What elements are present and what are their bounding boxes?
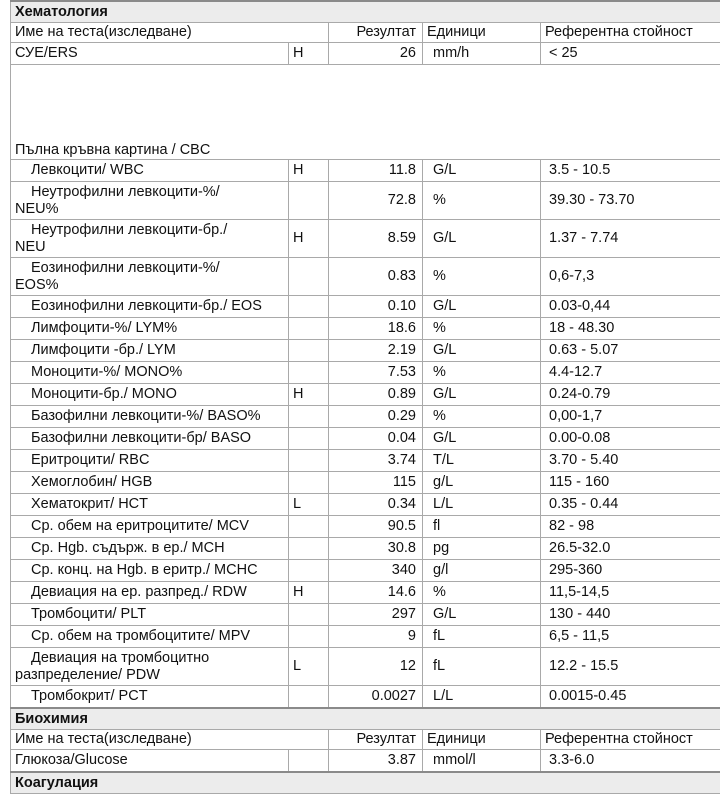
result-value: 90.5 xyxy=(329,516,423,538)
reference-value: 115 - 160 xyxy=(541,472,720,494)
reference-value: 39.30 - 73.70 xyxy=(541,182,720,220)
table-row xyxy=(11,160,720,182)
flag-value xyxy=(289,362,329,384)
test-name: Хематокрит/ HCT xyxy=(11,494,289,516)
test-name-line2: NEU xyxy=(15,238,46,255)
reference-value: 0,00-1,7 xyxy=(541,406,720,428)
unit-value: G/L xyxy=(423,604,541,626)
flag-value xyxy=(289,450,329,472)
table-row xyxy=(11,450,720,472)
header-result: Резултат xyxy=(329,730,423,750)
table-row xyxy=(11,750,720,773)
flag-value xyxy=(289,296,329,318)
unit-value: G/L xyxy=(423,340,541,362)
section-title: Биохимия xyxy=(11,708,720,730)
table-row xyxy=(11,220,720,258)
result-value: 7.53 xyxy=(329,362,423,384)
reference-value: 0.0015-0.45 xyxy=(541,686,720,709)
header-name: Име на теста(изследване) xyxy=(11,23,329,43)
flag-value: L xyxy=(289,494,329,516)
unit-value: T/L xyxy=(423,450,541,472)
unit-value: g/l xyxy=(423,560,541,582)
test-name: Ср. обем на еритроцитите/ MCV xyxy=(11,516,289,538)
unit-value: G/L xyxy=(423,220,541,258)
test-name xyxy=(11,258,289,296)
reference-value: 0.35 - 0.44 xyxy=(541,494,720,516)
flag-value xyxy=(289,258,329,296)
unit-value: G/L xyxy=(423,384,541,406)
unit-value: fl xyxy=(423,516,541,538)
cbc-group-title: Пълна кръвна картина / CBC xyxy=(11,139,720,160)
test-name: Девиация на ер. разпред./ RDW xyxy=(11,582,289,604)
test-name-line1: Девиация на тромбоцитно xyxy=(31,649,210,666)
result-value: 340 xyxy=(329,560,423,582)
test-name-line2: NEU% xyxy=(15,200,59,217)
test-name: Ср. Hgb. съдърж. в ер./ MCH xyxy=(11,538,289,560)
reference-value: 0.63 - 5.07 xyxy=(541,340,720,362)
reference-value: 4.4-12.7 xyxy=(541,362,720,384)
spacer-row xyxy=(11,65,720,140)
test-name-line1: Неутрофилни левкоцити-%/ xyxy=(31,183,220,200)
unit-value: % xyxy=(423,258,541,296)
result-value: 3.74 xyxy=(329,450,423,472)
unit-value: % xyxy=(423,362,541,384)
unit-value: L/L xyxy=(423,686,541,709)
result-value: 72.8 xyxy=(329,182,423,220)
result-value: 12 xyxy=(329,648,423,686)
result-value: 11.8 xyxy=(329,160,423,182)
test-name: СУЕ/ERS xyxy=(11,43,289,65)
table-row xyxy=(11,340,720,362)
header-name: Име на теста(изследване) xyxy=(11,730,329,750)
result-value: 0.0027 xyxy=(329,686,423,709)
header-units: Единици xyxy=(423,23,541,43)
unit-value: % xyxy=(423,318,541,340)
section-biochemistry xyxy=(11,708,720,730)
table-row xyxy=(11,428,720,450)
test-name: Левкоцити/ WBC xyxy=(11,160,289,182)
test-name-line2: EOS% xyxy=(15,276,59,293)
reference-value: 12.2 - 15.5 xyxy=(541,648,720,686)
reference-value: < 25 xyxy=(541,43,720,65)
flag-value xyxy=(289,472,329,494)
test-name: Тромбокрит/ PCT xyxy=(11,686,289,709)
test-name: Базофилни левкоцити-%/ BASO% xyxy=(11,406,289,428)
reference-value: 130 - 440 xyxy=(541,604,720,626)
flag-value xyxy=(289,182,329,220)
flag-value: H xyxy=(289,160,329,182)
table-header xyxy=(11,730,720,750)
result-value: 8.59 xyxy=(329,220,423,258)
lab-results-table xyxy=(10,0,720,794)
flag-value: H xyxy=(289,582,329,604)
table-row xyxy=(11,560,720,582)
reference-value: 3.70 - 5.40 xyxy=(541,450,720,472)
reference-value: 18 - 48.30 xyxy=(541,318,720,340)
flag-value xyxy=(289,750,329,773)
table-row xyxy=(11,686,720,709)
test-name: Моноцити-%/ MONO% xyxy=(11,362,289,384)
result-value: 0.89 xyxy=(329,384,423,406)
test-name: Лимфоцити-%/ LYM% xyxy=(11,318,289,340)
flag-value xyxy=(289,538,329,560)
reference-value: 0.00-0.08 xyxy=(541,428,720,450)
test-name: Тромбоцити/ PLT xyxy=(11,604,289,626)
unit-value: % xyxy=(423,582,541,604)
result-value: 26 xyxy=(329,43,423,65)
result-value: 18.6 xyxy=(329,318,423,340)
reference-value: 6,5 - 11,5 xyxy=(541,626,720,648)
flag-value xyxy=(289,604,329,626)
unit-value: g/L xyxy=(423,472,541,494)
flag-value xyxy=(289,686,329,709)
test-name-line1: Еозинофилни левкоцити-%/ xyxy=(31,259,220,276)
test-name: Моноцити-бр./ MONO xyxy=(11,384,289,406)
result-value: 3.87 xyxy=(329,750,423,773)
result-value: 297 xyxy=(329,604,423,626)
flag-value xyxy=(289,560,329,582)
result-value: 9 xyxy=(329,626,423,648)
table-row xyxy=(11,362,720,384)
reference-value: 26.5-32.0 xyxy=(541,538,720,560)
unit-value: fL xyxy=(423,648,541,686)
table-row xyxy=(11,258,720,296)
cbc-group-row xyxy=(11,139,720,160)
result-value: 0.34 xyxy=(329,494,423,516)
flag-value xyxy=(289,318,329,340)
unit-value: mmol/l xyxy=(423,750,541,773)
flag-value: L xyxy=(289,648,329,686)
flag-value: H xyxy=(289,384,329,406)
section-title: Хематология xyxy=(11,1,720,23)
reference-value: 0.24-0.79 xyxy=(541,384,720,406)
test-name-line2: разпределение/ PDW xyxy=(15,666,160,683)
result-value: 30.8 xyxy=(329,538,423,560)
test-name: Лимфоцити -бр./ LYM xyxy=(11,340,289,362)
reference-value: 0,6-7,3 xyxy=(541,258,720,296)
reference-value: 0.03-0,44 xyxy=(541,296,720,318)
unit-value: G/L xyxy=(423,428,541,450)
result-value: 0.04 xyxy=(329,428,423,450)
result-value: 0.83 xyxy=(329,258,423,296)
result-value: 0.10 xyxy=(329,296,423,318)
section-coagulation xyxy=(11,772,720,794)
unit-value: fL xyxy=(423,626,541,648)
table-row xyxy=(11,384,720,406)
reference-value: 82 - 98 xyxy=(541,516,720,538)
section-hematology xyxy=(11,1,720,23)
header-reference: Референтна стойност xyxy=(541,23,720,43)
table-row xyxy=(11,582,720,604)
flag-value: H xyxy=(289,220,329,258)
unit-value: mm/h xyxy=(423,43,541,65)
result-value: 14.6 xyxy=(329,582,423,604)
reference-value: 3.5 - 10.5 xyxy=(541,160,720,182)
result-value: 0.29 xyxy=(329,406,423,428)
table-row xyxy=(11,472,720,494)
header-reference: Референтна стойност xyxy=(541,730,720,750)
reference-value: 1.37 - 7.74 xyxy=(541,220,720,258)
flag-value xyxy=(289,626,329,648)
test-name: Еритроцити/ RBC xyxy=(11,450,289,472)
test-name-line1: Неутрофилни левкоцити-бр./ xyxy=(31,221,228,238)
table-row xyxy=(11,604,720,626)
unit-value: % xyxy=(423,182,541,220)
test-name: Еозинофилни левкоцити-бр./ EOS xyxy=(11,296,289,318)
test-name: Хемоглобин/ HGB xyxy=(11,472,289,494)
flag-value xyxy=(289,340,329,362)
table-row xyxy=(11,516,720,538)
table-row xyxy=(11,494,720,516)
flag-value: H xyxy=(289,43,329,65)
test-name xyxy=(11,648,289,686)
test-name: Глюкоза/Glucose xyxy=(11,750,289,773)
reference-value: 295-360 xyxy=(541,560,720,582)
table-row xyxy=(11,626,720,648)
flag-value xyxy=(289,428,329,450)
table-header xyxy=(11,23,720,43)
unit-value: pg xyxy=(423,538,541,560)
table-row-ese xyxy=(11,43,720,65)
table-row xyxy=(11,406,720,428)
reference-value: 11,5-14,5 xyxy=(541,582,720,604)
header-units: Единици xyxy=(423,730,541,750)
test-name: Базофилни левкоцити-бр/ BASO xyxy=(11,428,289,450)
test-name: Ср. конц. на Hgb. в еритр./ MCHC xyxy=(11,560,289,582)
table-row xyxy=(11,648,720,686)
unit-value: % xyxy=(423,406,541,428)
unit-value: G/L xyxy=(423,296,541,318)
table-row xyxy=(11,538,720,560)
result-value: 2.19 xyxy=(329,340,423,362)
section-title: Коагулация xyxy=(11,772,720,794)
unit-value: G/L xyxy=(423,160,541,182)
flag-value xyxy=(289,516,329,538)
test-name: Ср. обем на тромбоцитите/ MPV xyxy=(11,626,289,648)
table-row xyxy=(11,318,720,340)
table-row xyxy=(11,182,720,220)
test-name xyxy=(11,182,289,220)
unit-value: L/L xyxy=(423,494,541,516)
result-value: 115 xyxy=(329,472,423,494)
table-row xyxy=(11,296,720,318)
test-name xyxy=(11,220,289,258)
header-result: Резултат xyxy=(329,23,423,43)
reference-value: 3.3-6.0 xyxy=(541,750,720,773)
flag-value xyxy=(289,406,329,428)
